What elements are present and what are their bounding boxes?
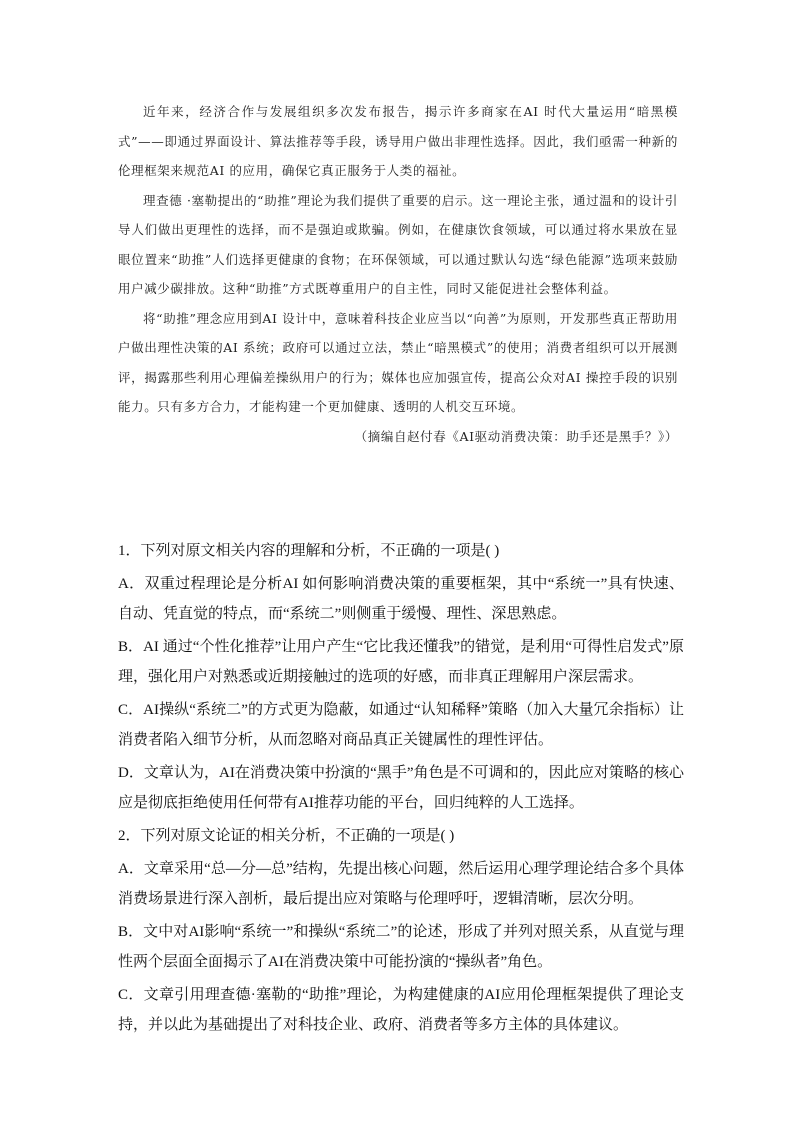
question-stem: 1．下列对原文相关内容的理解和分析，不正确的一项是( ) [118,543,500,559]
option-a: A．文章采用“总—分—总”结构，先提出核心问题，然后运用心理学理论结合多个具体消费场景进行深入剖析，最后提出应对策略与伦理呼吁，逻辑清晰，层次分明。 [118,861,684,907]
option-b: B．文中对AI影响“系统一”和操纵“系统二”的论述，形成了并列对照关系，从直觉与理性两个层面全面揭示了AI在消费决策中可能扮演的“操纵者”角色。 [118,924,684,970]
question-list [118,536,684,1043]
question-stem: 2．下列对原文论证的相关分析，不正确的一项是( ) [118,828,455,844]
option-a: A．双重过程理论是分析AI 如何影响消费决策的重要框架，其中“系统一”具有快速、自动、凭直觉的特点，而“系统二”则侧重于缓慢、理性、深思熟虑。 [118,576,684,622]
question-1 [118,536,684,818]
passage-source: （摘编自赵付春《AI驱动消费决策：助手还是黑手？》） [354,428,678,444]
reading-passage [118,97,678,451]
passage-paragraph: 近年来，经济合作与发展组织多次发布报告，揭示许多商家在AI 时代大量运用“暗黑模式”——即通过界面设计、算法推荐等手段，诱导用户做出非理性选择。因此，我们亟需一种新的伦理框架来规范AI 的应用，确保它真正服务于人类的福祉。 [118,104,678,178]
option-d: D．文章认为，AI在消费决策中扮演的“黑手”角色是不可调和的，因此应对策略的核心应是彻底拒绝使用任何带有AI推荐功能的平台，回归纯粹的人工选择。 [118,765,684,811]
option-c: C．文章引用理查德·塞勒的“助推”理论，为构建健康的AI应用伦理框架提供了理论支持，并以此为基础提出了对科技企业、政府、消费者等多方主体的具体建议。 [118,987,684,1033]
question-2 [118,821,684,1040]
option-b: B．AI 通过“个性化推荐”让用户产生“它比我还懂我”的错觉，是利用“可得性启发式”原理，强化用户对熟悉或近期接触过的选项的好感，而非真正理解用户深层需求。 [118,639,684,685]
passage-paragraph: 理查德 ·塞勒提出的“助推”理论为我们提供了重要的启示。这一理论主张，通过温和的设计引导人们做出更理性的选择，而不是强迫或欺骗。例如，在健康饮食领域，可以通过将水果放在显眼位置来“助推”人们选择更健康的食物；在环保领域，可以通过默认勾选“绿色能源”选项来鼓励用户减少碳排放。这种“助推”方式既尊重用户的自主性，同时又能促进社会整体利益。 [118,192,678,296]
passage-paragraph: 将“助推”理念应用到AI 设计中，意味着科技企业应当以“向善”为原则，开发那些真正帮助用户做出理性决策的AI 系统；政府可以通过立法，禁止“暗黑模式”的使用；消费者组织可以开展测评，揭露那些利用心理偏差操纵用户的行为；媒体也应加强宣传，提高公众对AI 操控手段的识别能力。只有多方合力，才能构建一个更加健康、透明的人机交互环境。 [118,310,678,414]
option-c: C．AI操纵“系统二”的方式更为隐蔽，如通过“认知稀释”策略（加入大量冗余指标）让消费者陷入细节分析，从而忽略对商品真正关键属性的理性评估。 [118,702,684,748]
